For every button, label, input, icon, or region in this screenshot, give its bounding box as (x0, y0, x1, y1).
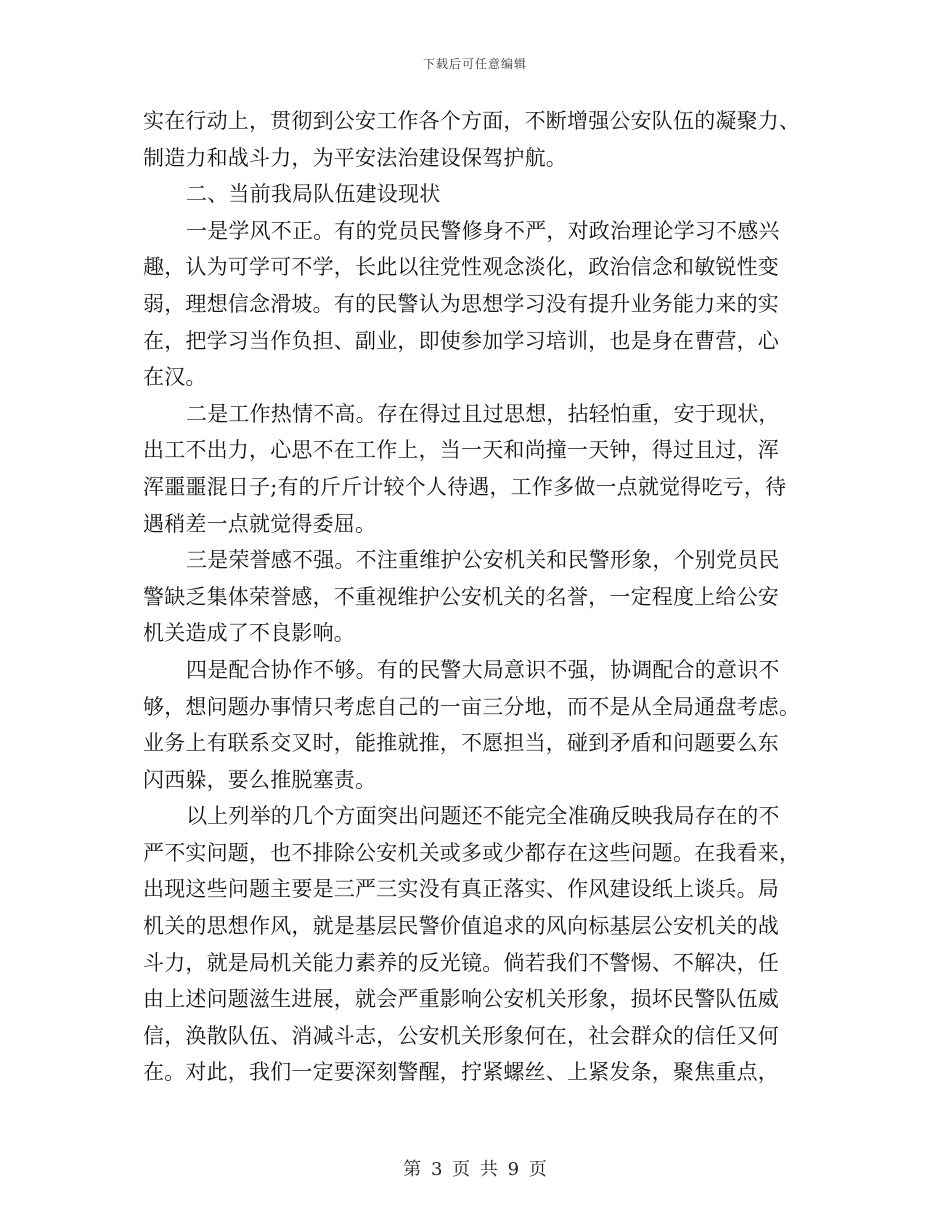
paragraph-start: 以上列举的几个方面突出问题还不能完全准确反映我局存在的不 (186, 804, 780, 829)
text-line: 遇稍差一点就觉得委屈。 (143, 511, 377, 536)
page-header: 下载后可任意编辑 (422, 57, 527, 71)
text-line: 在。对此，我们一定要深刻警醒，拧紧螺丝、上紧发条，聚焦重点， (143, 1060, 779, 1085)
text-line: 在汉。 (143, 365, 207, 390)
text-line: 信，涣散队伍、消减斗志，公安机关形象何在，社会群众的信任又何 (143, 1023, 779, 1048)
text-line: 出现这些问题主要是三严三实没有真正落实、作风建设纸上谈兵。局 (143, 877, 779, 902)
text-line: 机关的思想作风，就是基层民警价值追求的风向标基层公安机关的战 (143, 914, 779, 939)
paragraph-start: 三是荣誉感不强。不注重维护公安机关和民警形象，个别党员民 (186, 548, 780, 573)
text-line: 在，把学习当作负担、副业，即使参加学习培训，也是身在曹营，心 (143, 328, 779, 353)
text-line: 严不实问题，也不排除公安机关或多或少都存在这些问题。在我看来， (143, 840, 801, 865)
page-number-footer: 第 3 页 共 9 页 (403, 1159, 547, 1180)
text-line: 业务上有联系交叉时，能推就推，不愿担当，碰到矛盾和问题要么东 (143, 731, 779, 756)
text-line: 闪西躲，要么推脱塞责。 (143, 767, 377, 792)
text-line: 实在行动上，贯彻到公安工作各个方面，不断增强公安队伍的凝聚力、 (143, 109, 801, 133)
paragraph-start: 二是工作热情不高。存在得过且过思想，拈轻怕重，安于现状， (186, 401, 780, 426)
text-line: 弱，理想信念滑坡。有的民警认为思想学习没有提升业务能力来的实 (143, 291, 779, 316)
text-line: 出工不出力，心思不在工作上，当一天和尚撞一天钟，得过且过，浑 (143, 438, 779, 463)
text-line: 趣，认为可学可不学，长此以往党性观念淡化，政治信念和敏锐性变 (143, 255, 779, 280)
text-line: 由上述问题滋生进展，就会严重影响公安机关形象，损坏民警队伍威 (143, 987, 779, 1012)
text-line: 制造力和战斗力，为平安法治建设保驾护航。 (143, 145, 567, 170)
text-line: 警缺乏集体荣誉感，不重视维护公安机关的名誉，一定程度上给公安 (143, 584, 779, 609)
text-line: 斗力，就是局机关能力素养的反光镜。倘若我们不警惕、不解决，任 (143, 950, 779, 975)
text-line: 够，想问题办事情只考虑自己的一亩三分地，而不是从全局通盘考虑。 (143, 694, 801, 719)
text-line: 机关造成了不良影响。 (143, 621, 355, 646)
document-body (143, 103, 808, 1091)
paragraph-start: 四是配合协作不够。有的民警大局意识不强，协调配合的意识不 (186, 657, 780, 682)
paragraph-start: 一是学风不正。有的党员民警修身不严，对政治理论学习不感兴 (186, 218, 780, 243)
text-line: 浑噩噩混日子;有的斤斤计较个人待遇，工作多做一点就觉得吃亏，待 (143, 474, 787, 499)
section-heading: 二、当前我局队伍建设现状 (186, 182, 441, 207)
